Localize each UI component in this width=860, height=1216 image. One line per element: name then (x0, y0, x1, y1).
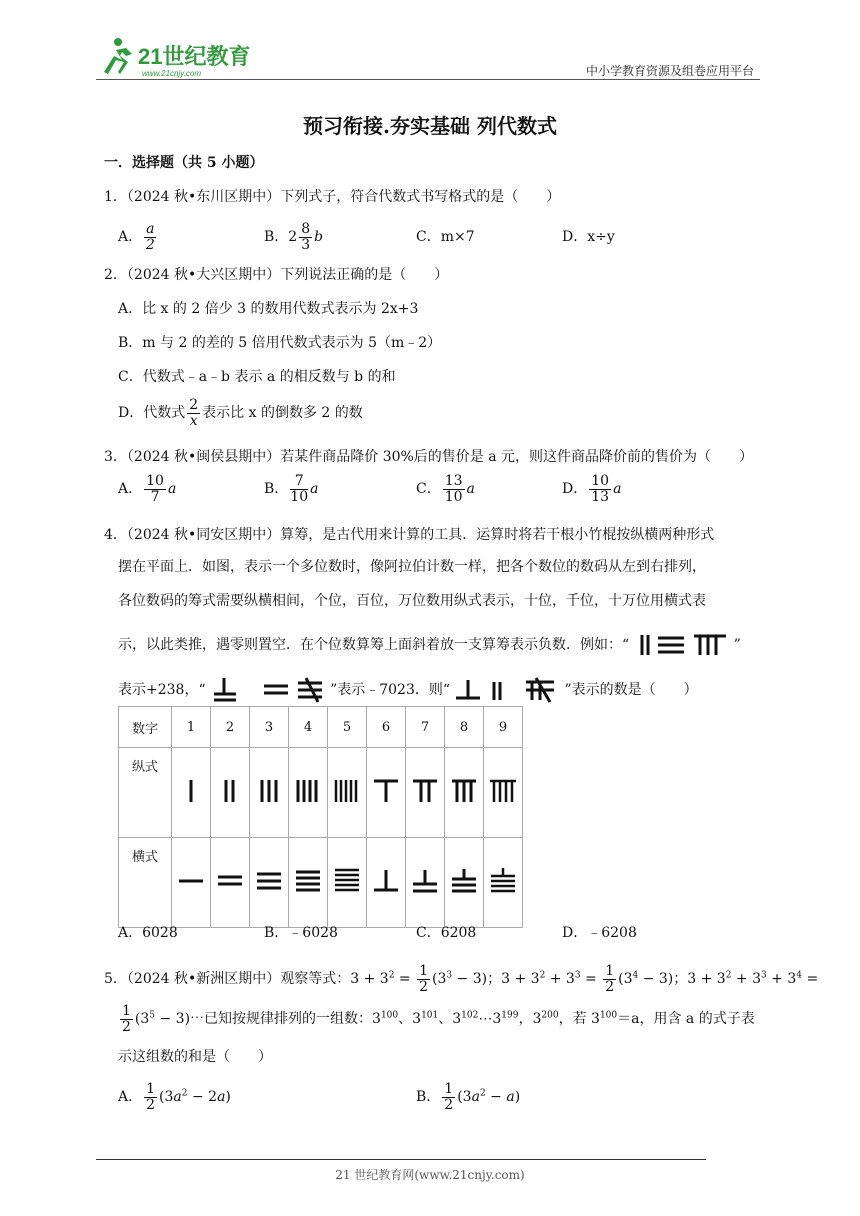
footer-divider (96, 1159, 706, 1160)
q4-option-a[interactable]: A．6028 (118, 925, 178, 941)
vertical-rod-1 (172, 748, 211, 838)
section-heading: 一．选择题（共 5 小题） (104, 155, 264, 171)
rod-numeral-example-238 (634, 632, 734, 658)
question-3-stem: 3．（2024 秋•闽侯县期中）若某件商品降价 30%后的售价是 a 元，则这件商品降价前的售价为（ ） (104, 449, 754, 465)
q5-option-b[interactable]: B． $\frac{1}{2}$ $(3a^2 - a)$ (416, 1081, 521, 1113)
vertical-rod-5 (328, 748, 367, 838)
q2-option-b[interactable]: B．m 与 2 的差的 5 倍用代数式表示为 5（m﹣2） (118, 335, 442, 351)
digit-2: 2 (211, 707, 250, 748)
page-title: 预习衔接.夯实基础 列代数式 (303, 114, 557, 138)
horizontal-rod-2 (211, 838, 250, 928)
horizontal-rod-8 (445, 838, 484, 928)
digit-6: 6 (367, 707, 406, 748)
q2-option-a[interactable]: A．比 x 的 2 倍少 3 的数用代数式表示为 2x+3 (118, 301, 419, 317)
digit-7: 7 (406, 707, 445, 748)
q5-option-a[interactable]: A． $\frac{1}{2}$ $(3a^2 - 2a)$ (118, 1081, 231, 1113)
q3-option-a[interactable]: A． $\frac{10}{7}$ a (118, 473, 177, 505)
vertical-rod-3 (250, 748, 289, 838)
q3-option-c[interactable]: C． $\frac{13}{10}$ a (416, 473, 475, 505)
digit-9: 9 (484, 707, 523, 748)
q4-option-b[interactable]: B．﹣6028 (264, 925, 338, 941)
vertical-rod-2 (211, 748, 250, 838)
horizontal-rod-1 (172, 838, 211, 928)
site-logo (96, 34, 256, 78)
question-4-line-1: 4．（2024 秋•同安区期中）算筹，是古代用来计算的工具．运算时将若干根小竹棍按纵横两种形式 (104, 527, 715, 543)
row-label-horizontal: 横式 (119, 838, 172, 928)
vertical-rod-8 (445, 748, 484, 838)
question-4-line-5: 表示+238，“ ”表示﹣7023．则“ ”表示的数是（ ） (118, 676, 698, 704)
platform-name: 中小学教育资源及组卷应用平台 (585, 64, 754, 78)
vertical-rod-7 (406, 748, 445, 838)
svg-text:www.21cnjy.com: www.21cnjy.com (142, 69, 201, 78)
digit-5: 5 (328, 707, 367, 748)
digit-4: 4 (289, 707, 328, 748)
svg-text:21世纪教育: 21世纪教育 (138, 44, 251, 69)
q1-option-a[interactable]: A． $\frac{a}{2}$ (118, 221, 155, 253)
footer-text: 21 世纪教育网(www.21cnjy.com) (335, 1168, 525, 1182)
q1-option-b[interactable]: B．2 $\frac{8}{3}$ b (264, 221, 324, 253)
header-divider (96, 79, 760, 80)
table-header: 数字 (119, 707, 172, 748)
horizontal-rod-5 (328, 838, 367, 928)
q2-option-c[interactable]: C．代数式﹣a﹣b 表示 a 的相反数与 b 的和 (118, 369, 396, 385)
q4-option-d[interactable]: D．﹣6208 (562, 925, 637, 941)
vertical-rod-4 (289, 748, 328, 838)
vertical-rod-9 (484, 748, 523, 838)
question-2-stem: 2．（2024 秋•大兴区期中）下列说法正确的是（ ） (104, 267, 449, 283)
q1-option-c[interactable]: C．m×7 (416, 229, 475, 245)
digit-8: 8 (445, 707, 484, 748)
digit-3: 3 (250, 707, 289, 748)
q1-option-d[interactable]: D．x÷y (562, 229, 615, 245)
q2-option-d[interactable]: D．代数式 $\frac{2}{x}$ 表示比 x 的倒数多 2 的数 (118, 397, 363, 429)
horizontal-rod-9 (484, 838, 523, 928)
horizontal-rod-4 (289, 838, 328, 928)
rod-numeral-table (118, 706, 523, 928)
vertical-rod-6 (367, 748, 406, 838)
rod-numeral-example-7023 (210, 676, 330, 704)
question-1-stem: 1．（2024 秋•东川区期中）下列式子，符合代数式书写格式的是（ ） (104, 189, 561, 205)
q3-option-b[interactable]: B． $\frac{7}{10}$ a (264, 473, 319, 505)
horizontal-rod-7 (406, 838, 445, 928)
question-4-line-4: 示，以此类推，遇零则置空．在个位数算筹上面斜着放一支算筹表示负数．例如：“ ” (118, 632, 741, 658)
q3-option-d[interactable]: D． $\frac{10}{13}$ a (562, 473, 622, 505)
question-5-line-3: 示这组数的和是（ ） (118, 1049, 272, 1065)
question-5-line-1: 5．（2024 秋•新洲区期中）观察等式：$3 + 3^2$ = $\frac{1}{2}$ $(3^3 - 3)$；$3 + 3^2 + 3^3$ = $\frac{1}{2}$ $(3^4 - 3)$；$3 + 3^2 + 3^3 + 3^4$ = (104, 963, 819, 995)
digit-1: 1 (172, 707, 211, 748)
row-label-vertical: 纵式 (119, 748, 172, 838)
question-4-line-3: 各位数码的筹式需要纵横相间，个位，百位，万位数用纵式表示，十位，千位，十万位用横式表 (118, 593, 706, 609)
question-5-line-2: $\frac{1}{2}$ ($3^5$ − 3)⋯已知按规律排列的一组数：$3^{100}$、$3^{101}$、$3^{102}\cdots 3^{199}$，$3^{200}$，若 $3^{100}=a$，用含 a 的式子表 (122, 1003, 755, 1035)
rod-numeral-question (454, 676, 564, 704)
horizontal-rod-3 (250, 838, 289, 928)
question-4-line-2: 摆在平面上．如图，表示一个多位数时，像阿拉伯计数一样，把各个数位的数码从左到右排列， (118, 559, 706, 575)
q4-option-c[interactable]: C．6208 (416, 925, 477, 941)
horizontal-rod-6 (367, 838, 406, 928)
